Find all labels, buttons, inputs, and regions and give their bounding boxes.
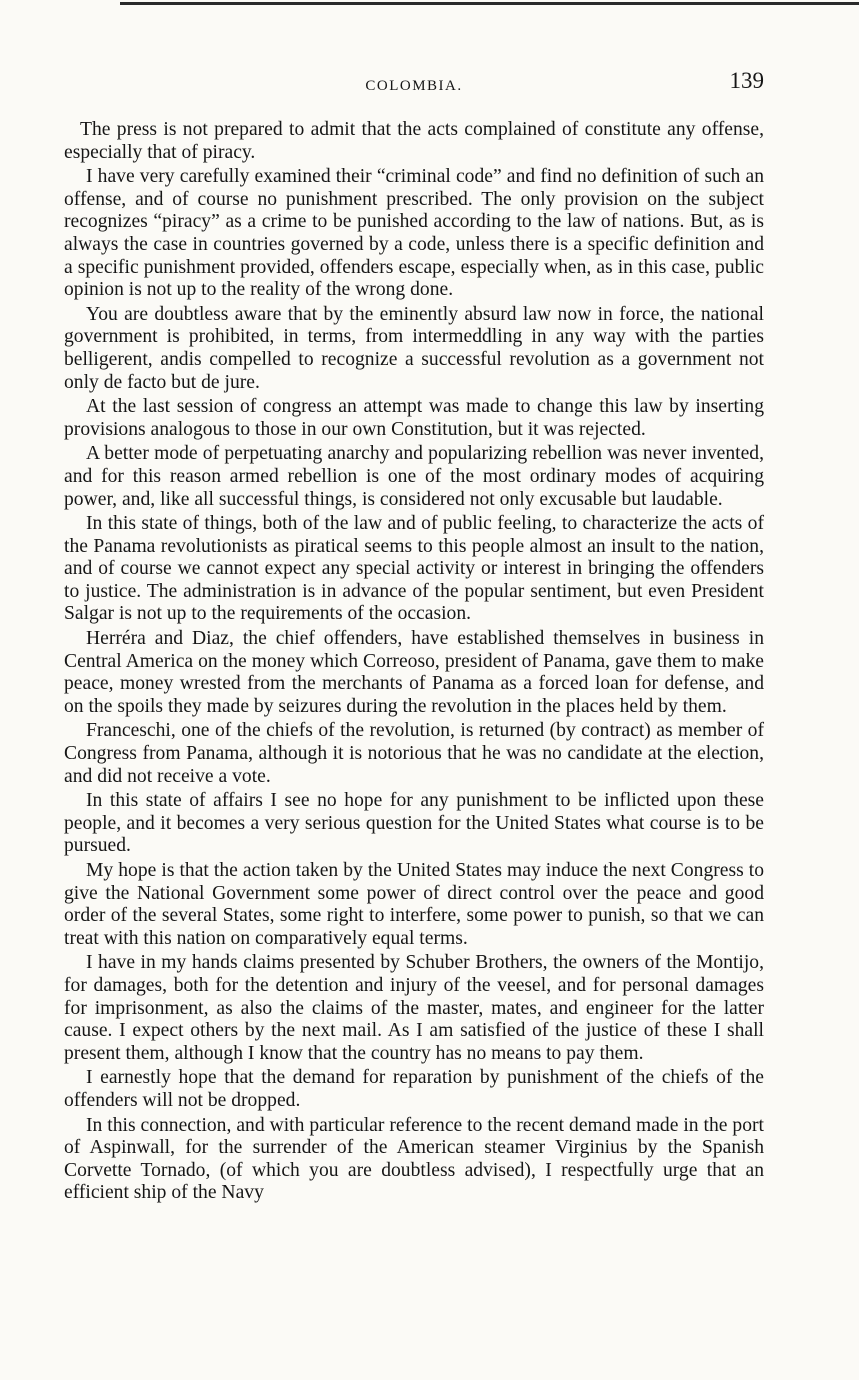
paragraph: In this connection, and with particular reference to the recent demand made in the port of Aspinwall, for the surrender of the American steamer Virginius by the Spanish Corvette Tornado, (of which you are doubtless advised), I respectfully urge that an efficient ship of the Navy	[64, 1114, 764, 1204]
body-text	[64, 119, 764, 1205]
paragraph: I have in my hands claims presented by Schuber Brothers, the owners of the Montijo, for damages, both for the detention and injury of the veesel, and for personal damages for imprisonment, as also the claims of the master, mates, and engineer for the latter cause. I expect others by the next mail. As I am satisfied of the justice of these I shall present them, although I know that the country has no means to pay them.	[64, 952, 764, 1064]
paragraph: I earnestly hope that the demand for reparation by punishment of the chiefs of the offenders will not be dropped.	[64, 1067, 764, 1111]
paragraph: Franceschi, one of the chiefs of the revolution, is returned (by contract) as member of Congress from Panama, although it is notorious that he was no candidate at the election, and did not receive a vote.	[64, 720, 764, 787]
top-edge-rule	[120, 2, 859, 5]
paragraph: A better mode of perpetuating anarchy and popularizing rebellion was never invented, and for this reason armed rebellion is one of the most ordinary modes of acquiring power, and, like all successful things, is considered not only excusable but laudable.	[64, 443, 764, 510]
paragraph: In this state of things, both of the law and of public feeling, to characterize the acts of the Panama revolutionists as piratical seems to this people almost an insult to the nation, and of course we cannot expect any special activity or interest in bringing the offenders to justice. The administration is in advance of the popular sentiment, but even President Salgar is not up to the requirements of the occasion.	[64, 513, 764, 625]
paragraph: Herréra and Diaz, the chief offenders, have established themselves in business in Central America on the money which Correoso, president of Panama, gave them to make peace, money wrested from the merchants of Panama as a forced loan for defense, and on the spoils they made by seizures during the revolution in the places held by them.	[64, 628, 764, 717]
paragraph: You are doubtless aware that by the eminently absurd law now in force, the national government is prohibited, in terms, from intermeddling in any way with the parties belligerent, andis compelled to recognize a successful revolution as a government not only de facto but de jure.	[64, 303, 764, 393]
paragraph: The press is not prepared to admit that the acts complained of constitute any offense, especially that of piracy.	[64, 119, 764, 163]
page-header	[64, 62, 764, 102]
paragraph: At the last session of congress an attempt was made to change this law by inserting provisions analogous to those in our own Constitution, but it was rejected.	[64, 396, 764, 440]
paragraph: My hope is that the action taken by the United States may induce the next Congress to give the National Government some power of direct control over the peace and good order of the several States, some right to interfere, some power to punish, so that we can treat with this nation on comparatively equal terms.	[64, 860, 764, 949]
page-number: 139	[729, 68, 764, 93]
paragraph: In this state of affairs I see no hope for any punishment to be inflicted upon these people, and it becomes a very serious question for the United States what course is to be pursued.	[64, 790, 764, 857]
running-head: COLOMBIA.	[365, 78, 463, 94]
document-page	[64, 62, 764, 1207]
paragraph: I have very carefully examined their “criminal code” and find no definition of such an offense, and of course no punishment prescribed. The only provision on the subject recognizes “piracy” as a crime to be punished according to the law of nations. But, as is always the case in countries governed by a code, unless there is a specific definition and a specific punishment provided, offenders escape, especially when, as in this case, public opinion is not up to the reality of the wrong done.	[64, 166, 764, 301]
